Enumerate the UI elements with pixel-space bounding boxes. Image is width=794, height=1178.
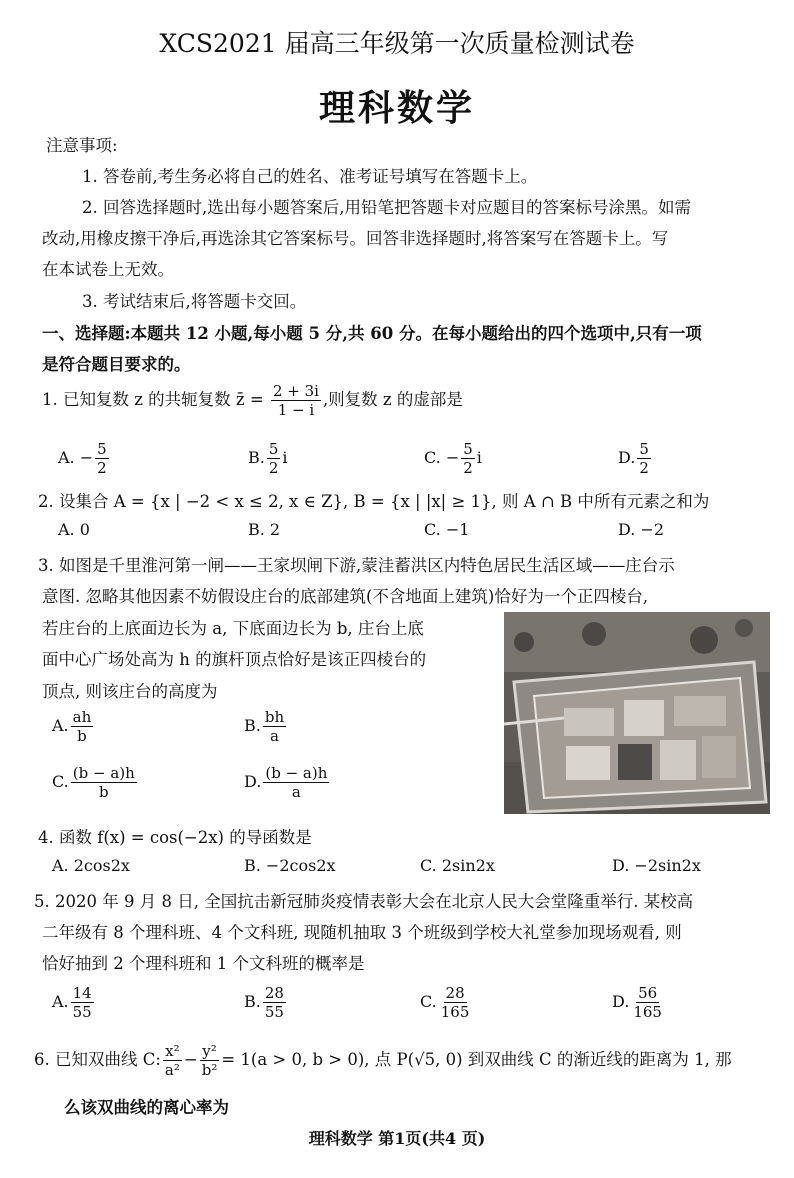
question-4-stem: 4. 函数 f(x) = cos(−2x) 的导函数是 (38, 828, 312, 847)
q1-zbar: z̄ = (235, 390, 264, 409)
question-6-line-2: 么该双曲线的离心率为 (64, 1098, 229, 1117)
question-3-line-2: 意图. 忽略其他因素不妨假设庄台的底部建筑(不含地面上建筑)恰好为一个正四棱台, (42, 587, 649, 606)
question-6-stem: 6. 已知双曲线 C: $\frac{\text{x²}}{\text{a²}}$ − $\frac{\text{y²}}{\text{b²}}$ = 1(a > 0, b > 0), 点 P(√5, 0) 到双曲线 C 的渐近线的距离为 1, 那 (34, 1042, 732, 1079)
section-heading-cont: 是符合题目要求的。 (42, 355, 191, 374)
question-3-line-4: 面中心广场处高为 h 的旗杆顶点恰好是该正四棱台的 (42, 650, 427, 669)
q5-option-a: A. $\frac{14}{55}$ (52, 984, 92, 1021)
q1-fraction: $\frac{2 + 3i}{1 - i}$ (272, 382, 319, 419)
q4-option-b: B. −2cos2x (244, 856, 336, 875)
question-5-line-2: 二年级有 8 个理科班、4 个文科班, 现随机抽取 3 个班级到学校大礼堂参加现场观看, 则 (42, 923, 682, 942)
q1-option-c: C. − $\frac{5}{2}$ i (424, 440, 482, 477)
question-3-line-1: 3. 如图是千里淮河第一闸——王家坝闸下游,蒙洼蓄洪区内特色居民生活区域——庄台示 (38, 556, 675, 575)
q1-option-b: B. $\frac{5}{2}$ i (248, 440, 288, 477)
subject-title: 理科数学 (318, 87, 475, 129)
notice-item-2-cont: 改动,用橡皮擦干净后,再选涂其它答案标号。回答非选择题时,将答案写在答题卡上。写 (42, 229, 669, 248)
q2-option-d: D. −2 (618, 520, 665, 539)
q3-option-b: B. $\frac{bh}{a}$ (244, 708, 285, 745)
q4-option-c: C. 2sin2x (420, 856, 495, 875)
notice-item-2: 2. 回答选择题时,选出每小题答案后,用铅笔把答题卡对应题目的答案标号涂黑。如需 (82, 198, 691, 217)
q1-suffix: ,则复数 z 的虚部是 (322, 390, 463, 409)
question-3-line-5: 顶点, 则该庄台的高度为 (42, 682, 218, 701)
question-5-line-1: 5. 2020 年 9 月 8 日, 全国抗击新冠肺炎疫情表彰大会在北京人民大会堂隆重举行. 某校高 (34, 892, 694, 911)
q2-option-a: A. 0 (58, 520, 90, 539)
notice-heading: 注意事项: (46, 136, 118, 155)
question-2-stem: 2. 设集合 A = {x | −2 < x ≤ 2, x ∈ Z}, B = {x | |x| ≥ 1}, 则 A ∩ B 中所有元素之和为 (38, 492, 710, 511)
section-heading: 一、选择题:本题共 12 小题,每小题 5 分,共 60 分。在每小题给出的四个选项中,只有一项 (42, 324, 702, 343)
q3-option-d: D. $\frac{(b - a)h}{a}$ (244, 764, 328, 801)
q3-option-c: C. $\frac{(b - a)h}{b}$ (52, 764, 135, 801)
q4-option-d: D. −2sin2x (612, 856, 701, 875)
exam-title: XCS2021 届高三年级第一次质量检测试卷 (159, 29, 635, 58)
aerial-photo-image (504, 612, 770, 814)
q1-prefix: 1. 已知复数 z 的共轭复数 (42, 390, 231, 409)
page-footer: 理科数学 第1页(共4 页) (308, 1129, 486, 1148)
question-5-line-3: 恰好抽到 2 个理科班和 1 个文科班的概率是 (42, 954, 365, 973)
q5-option-c: C. $\frac{28}{165}$ (420, 984, 470, 1021)
q1-option-a: A. − $\frac{5}{2}$ (58, 440, 107, 477)
q3-option-a: A. $\frac{ah}{b}$ (52, 708, 92, 745)
q4-option-a: A. 2cos2x (52, 856, 130, 875)
notice-item-2-end: 在本试卷上无效。 (42, 260, 174, 279)
notice-item-3: 3. 考试结束后,将答题卡交回。 (82, 292, 307, 311)
aerial-photo-drawing (504, 612, 770, 814)
q5-option-d: D. $\frac{56}{165}$ (612, 984, 662, 1021)
notice-item-1: 1. 答卷前,考生务必将自己的姓名、准考证号填写在答题卡上。 (82, 167, 538, 186)
q2-option-c: C. −1 (424, 520, 470, 539)
q5-option-b: B. $\frac{28}{55}$ (244, 984, 284, 1021)
q1-option-d: D. $\frac{5}{2}$ (618, 440, 649, 477)
q2-option-b: B. 2 (248, 520, 281, 539)
question-3-line-3: 若庄台的上底面边长为 a, 下底面边长为 b, 庄台上底 (42, 619, 424, 638)
question-1-stem (42, 382, 463, 419)
